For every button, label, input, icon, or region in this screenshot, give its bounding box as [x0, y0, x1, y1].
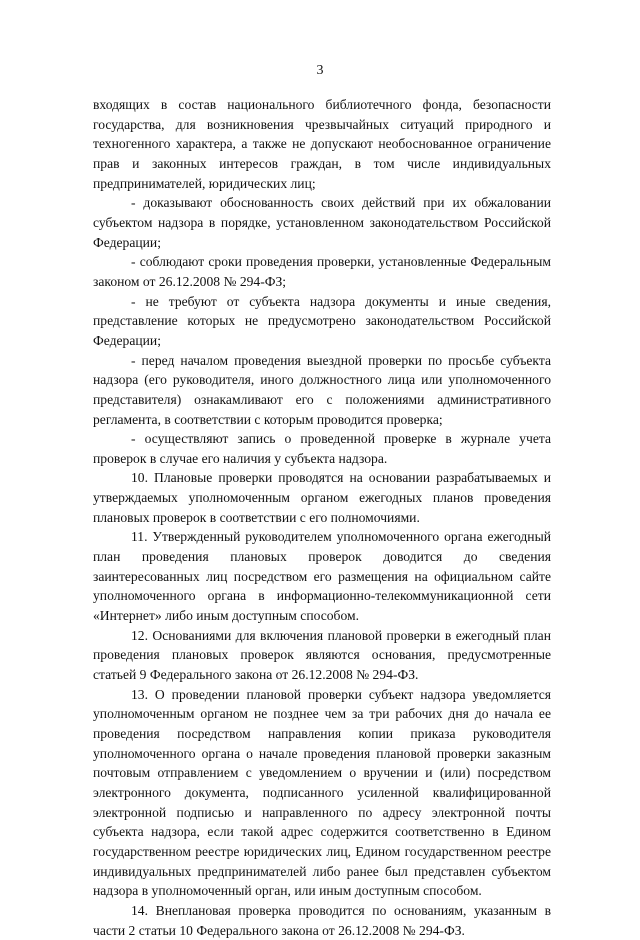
paragraph-10: 10. Плановые проверки проводятся на основании разрабатываемых и утверждаемых уполномоченным органом ежегодных планов проведения плановых проверок в соответствии с его полномочиями.: [93, 470, 551, 525]
list-item-observe-deadlines: - соблюдают сроки проведения проверки, установленные Федеральным законом от 26.12.2008 № 294-ФЗ;: [93, 254, 551, 289]
document-body: [93, 95, 551, 940]
paragraph-12: 12. Основаниями для включения плановой проверки в ежегодный план проведения плановых проверок являются основания, предусмотренные статьей 9 Федерального закона от 26.12.2008 № 294-ФЗ.: [93, 627, 551, 683]
list-item-justify-actions: - доказывают обоснованность своих действий при их обжаловании субъектом надзора в порядке, установленном законодательством Российской Федерации;: [93, 195, 551, 250]
list-item-journal-record: - осуществляют запись о проведенной проверке в журнале учета проверок в случае его наличия у субъекта надзора.: [93, 431, 551, 466]
paragraph-13: 13. О проведении плановой проверки субъект надзора уведомляется уполномоченным органом не позднее чем за три рабочих дня до начала ее проведения посредством направления копии приказа руководителя уполномоченного органа о начале проведения плановой проверки заказным почтовым отправлением с уведомлением о вручении и (или) посредством электронного документа, подписанного усиленной квалифицированной электронной подписью и направленного по адресу электронной почты субъекта надзора, если такой адрес содержится соответственно в Едином государственном реестре юридических лиц, Едином государственном реестре индивидуальных предпринимателей либо ранее был представлен субъектом надзора в уполномоченный орган, или иным доступным способом.: [93, 686, 551, 899]
list-item-familiarize-regulation: - перед началом проведения выездной проверки по просьбе субъекта надзора (его руководителя, иного должностного лица или уполномоченного представителя) ознакамливают его с положениями административного регламента, в соответствии с которым проводится проверка;: [93, 352, 551, 427]
list-item-no-extra-documents: - не требуют от субъекта надзора документы и иные сведения, представление которых не предусмотрено законодательством Российской Федерации;: [93, 293, 551, 348]
paragraph-continuation: входящих в состав национального библиотечного фонда, безопасности государства, для возникновения чрезвычайных ситуаций природного и техногенного характера, а также не допускают необоснованное ограничение прав и законных интересов граждан, в том числе индивидуальных предпринимателей, юридических лиц;: [93, 97, 551, 191]
paragraph-14: 14. Внеплановая проверка проводится по основаниям, указанным в части 2 статьи 10 Федерального закона от 26.12.2008 № 294-ФЗ.: [93, 902, 551, 938]
page-number: 3: [316, 63, 324, 78]
paragraph-11: 11. Утвержденный руководителем уполномоченного органа ежегодный план проведения плановых проверок доводится до сведения заинтересованных лиц посредством его размещения на официальном сайте уполномоченного органа в информационно-телекоммуникационной сети «Интернет» либо иным доступным способом.: [93, 529, 551, 624]
